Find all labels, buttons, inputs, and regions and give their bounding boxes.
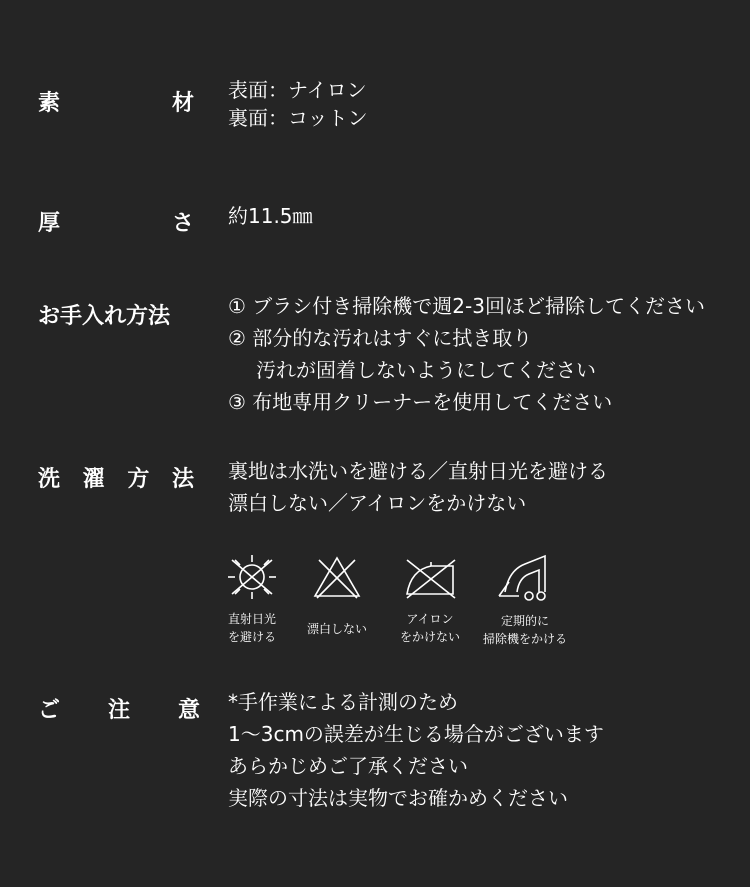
care-method-label: お手入れ方法 (38, 304, 171, 329)
thickness-value: 約11.5㎜ (228, 204, 313, 228)
no-bleach-icon (311, 552, 363, 602)
care-caption-bleach: 漂白しない (306, 622, 367, 636)
care-item-iron (395, 552, 465, 648)
washing-label: 洗 濯 方 法 (38, 467, 194, 492)
notes-value: *手作業による計測のため 1〜3cmの誤差が生じる場合がございます あらかじめご了承ください 実際の寸法は実物でお確かめください (228, 690, 604, 810)
vacuum-cleaner-icon (495, 552, 555, 604)
material-label: 素 材 (38, 91, 194, 116)
care-caption-sunlight: 直射日光 を避ける (227, 612, 276, 644)
care-caption-vacuum: 定期的に 掃除機をかける (482, 614, 567, 646)
material-value: 表面：ナイロン 裏面：コットン (228, 78, 368, 130)
care-icons (222, 552, 575, 648)
care-method-value: ① ブラシ付き掃除機で週2-3回ほど掃除してください ② 部分的な汚れはすぐに拭き取り 汚れが固着しないようにしてください ③ 布地専用クリーナーを使用してください (228, 294, 705, 414)
washing-value: 裏地は水洗いを避ける／直射日光を避ける 漂白しない／アイロンをかけない (228, 459, 608, 515)
care-item-sunlight (222, 552, 282, 648)
thickness-label: 厚 さ (38, 211, 194, 236)
care-caption-iron: アイロン をかけない (399, 612, 460, 644)
care-item-bleach (302, 552, 372, 648)
care-item-vacuum (475, 552, 575, 648)
no-direct-sunlight-icon (224, 552, 280, 602)
no-iron-icon (401, 552, 459, 602)
notes-label: ご 注 意 (38, 698, 200, 723)
